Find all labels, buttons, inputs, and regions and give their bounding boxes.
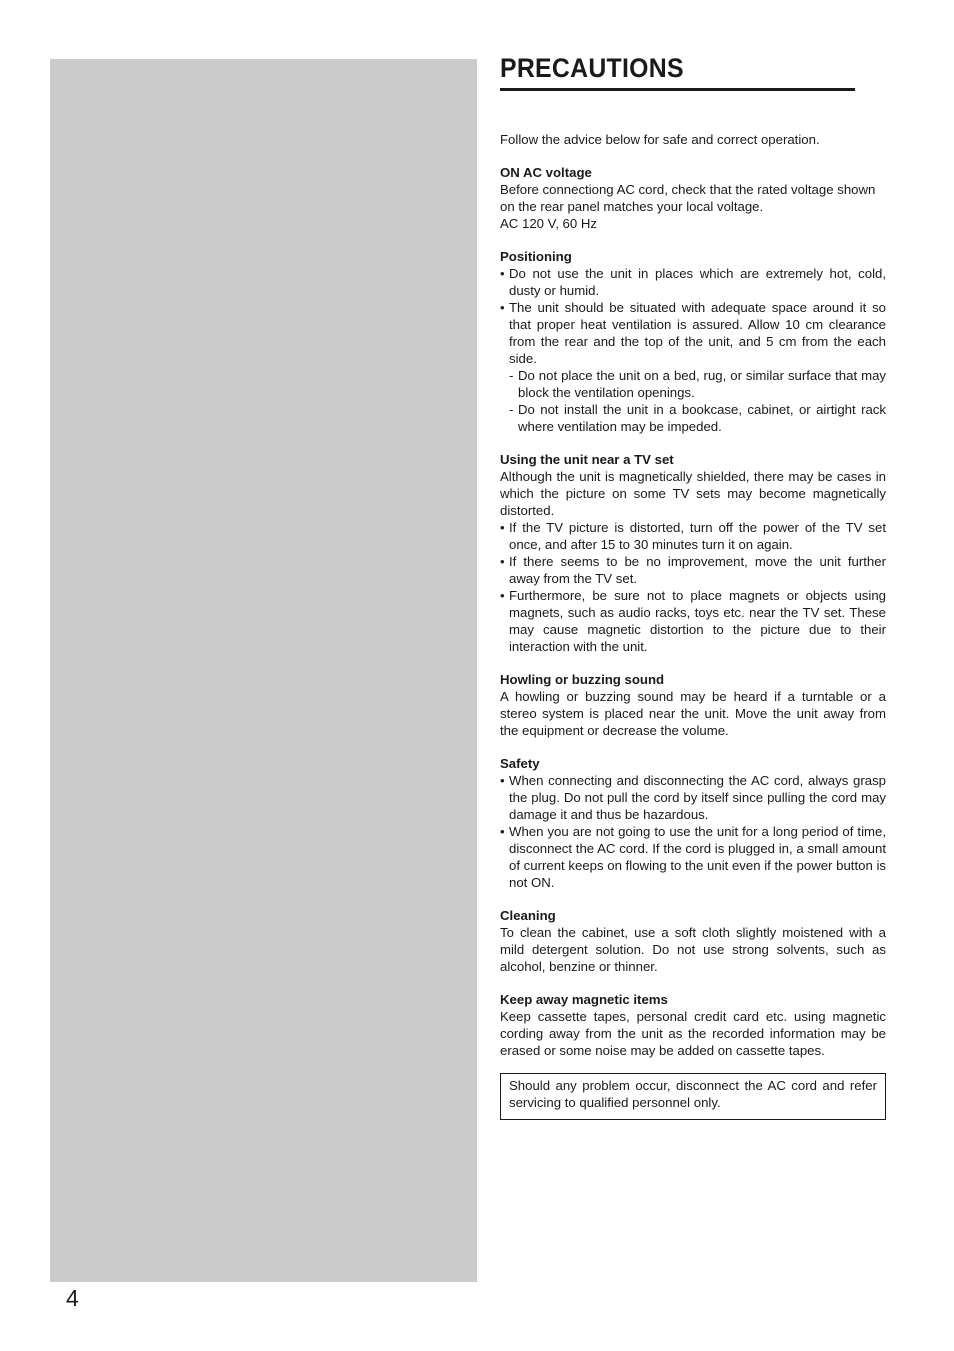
list-item: • When connecting and disconnecting the AC cord, always grasp the plug. Do not pull the cord by itself since pulling the cord may damage it and thus be hazardous. — [500, 772, 886, 823]
section-tv-set — [500, 451, 886, 655]
list-item: • Do not use the unit in places which are extremely hot, cold, dusty or humid. — [500, 265, 886, 299]
dash-list — [509, 367, 886, 435]
notice-text: Should any problem occur, disconnect the AC cord and refer servicing to qualified personnel only. — [509, 1078, 877, 1110]
section-text: Keep cassette tapes, personal credit card etc. using magnetic cording away from the unit as the recorded information may be erased or some noise may be added on cassette tapes. — [500, 1009, 886, 1058]
bullet-list — [500, 772, 886, 891]
list-item: • When you are not going to use the unit for a long period of time, disconnect the AC cord. If the cord is plugged in, a small amount of current keeps on flowing to the unit even if the power button is not ON. — [500, 823, 886, 891]
section-heading: Keep away magnetic items — [500, 992, 668, 1007]
section-heading: Howling or buzzing sound — [500, 672, 665, 687]
precautions-content — [500, 50, 886, 1120]
sub-list-item: - Do not place the unit on a bed, rug, or similar surface that may block the ventilation openings. — [509, 367, 886, 401]
section-heading: Using the unit near a TV set — [500, 452, 674, 467]
section-text: Although the unit is magnetically shielded, there may be cases in which the picture on some TV sets may become magnetically distorted. — [500, 469, 886, 518]
sub-list-item: - Do not install the unit in a bookcase, cabinet, or airtight rack where ventilation may be impeded. — [509, 401, 886, 435]
section-magnetic-items — [500, 991, 886, 1059]
gray-side-panel — [50, 59, 477, 1282]
section-heading: Safety — [500, 756, 540, 771]
section-safety — [500, 755, 886, 891]
section-positioning — [500, 248, 886, 435]
bullet-list — [500, 265, 886, 435]
section-text: A howling or buzzing sound may be heard if a turntable or a stereo system is placed near the unit. Move the unit away from the equipment or decrease the volume. — [500, 689, 886, 738]
list-item — [500, 299, 886, 435]
list-item: • If the TV picture is distorted, turn off the power of the TV set once, and after 15 to 30 minutes turn it on again. — [500, 519, 886, 553]
bullet-list — [500, 519, 886, 655]
section-heading: ON AC voltage — [500, 165, 592, 180]
voltage-rating: AC 120 V, 60 Hz — [500, 216, 598, 231]
notice-box — [500, 1073, 886, 1120]
section-heading: Positioning — [500, 249, 572, 264]
list-item: • If there seems to be no improvement, move the unit further away from the TV set. — [500, 553, 886, 587]
section-heading: Cleaning — [500, 908, 556, 923]
section-howling — [500, 671, 886, 739]
intro-text: Follow the advice below for safe and correct operation. — [500, 132, 820, 147]
section-ac-voltage — [500, 164, 886, 232]
section-cleaning — [500, 907, 886, 975]
page-number: 4 — [66, 1285, 79, 1311]
section-text: Before connectiong AC cord, check that the rated voltage shown on the rear panel matches your local voltage. — [500, 182, 876, 214]
section-text: To clean the cabinet, use a soft cloth slightly moistened with a mild detergent solution. Do not use strong solvents, such as alcohol, benzine or thinner. — [500, 925, 886, 974]
list-item: • Furthermore, be sure not to place magnets or objects using magnets, such as audio racks, toys etc. near the TV set. These may cause magnetic distortion to the picture due to their interaction with the unit. — [500, 587, 886, 655]
list-item-text: The unit should be situated with adequate space around it so that proper heat ventilation is assured. Allow 10 cm clearance from the rear and the top of the unit, and 5 cm from the each side. — [509, 300, 886, 366]
page-title: PRECAUTIONS — [500, 50, 855, 91]
